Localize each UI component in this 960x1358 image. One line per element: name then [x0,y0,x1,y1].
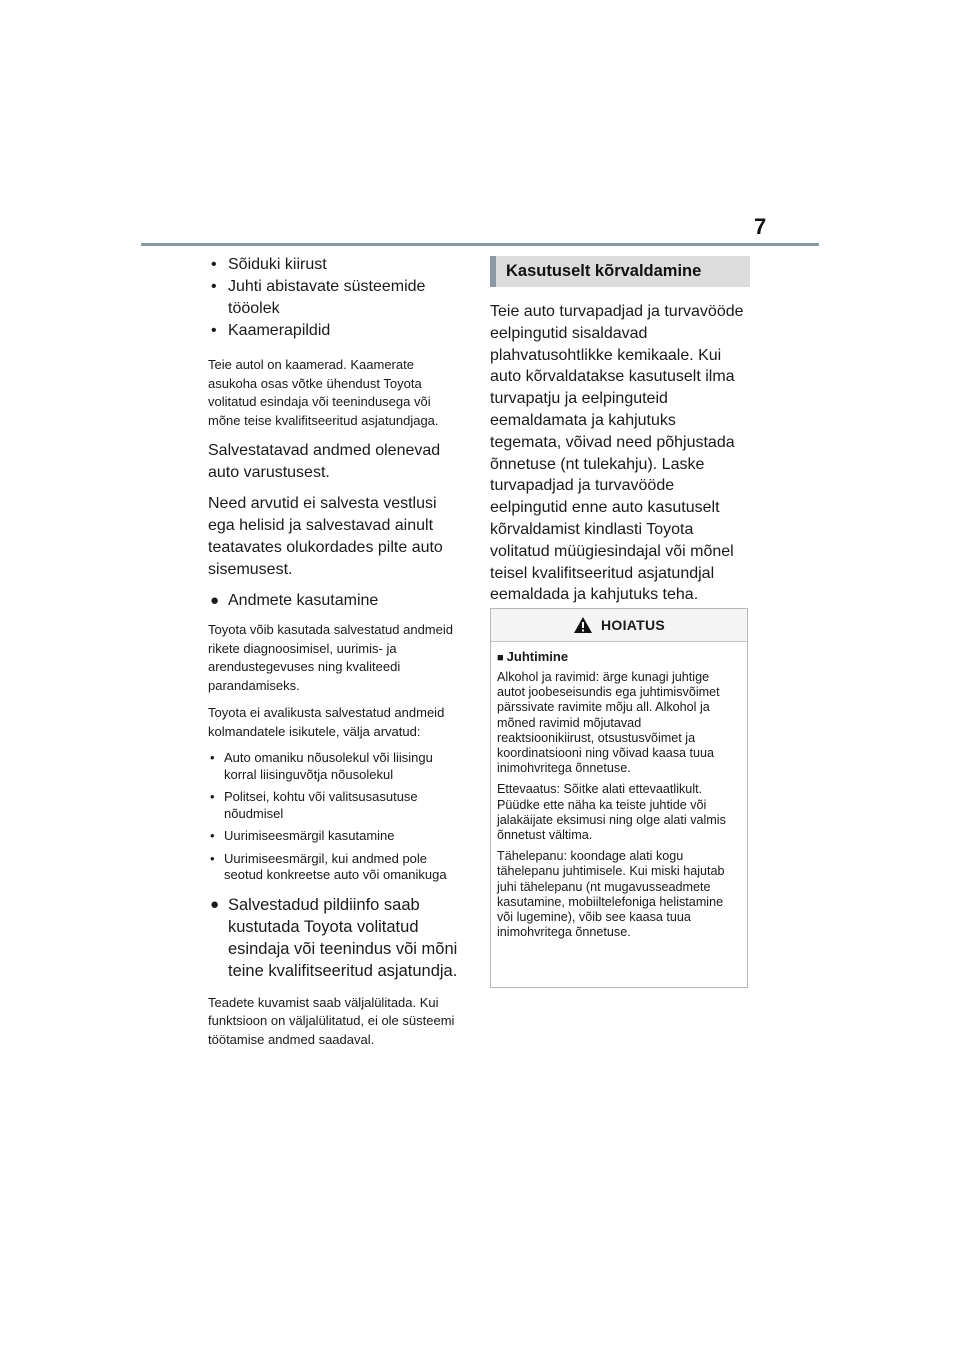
warning-content [491,642,747,940]
delete-heading [208,894,464,982]
stored-data-note: Salvestatavad andmed olenevad auto varustusest. [208,442,441,481]
disable-note: Teadete kuvamist saab väljalülitada. Kui funktsioon on väljalülitatud, ei ole süsteemi töötamise andmed saadaval. [208,994,455,1047]
warning-triangle-icon [573,616,593,634]
list-item: • Uurimiseesmärgil, kui andmed pole seotud konkreetse auto või omanikuga [208,851,464,884]
data-usage-text: Toyota võib kasutada salvestatud andmeid rikete diagnoosimisel, uurimis- ja arendustegevuses ning kvaliteedi parandamiseks. [208,622,453,693]
warning-subheading-text: Juhtimine [506,649,569,664]
list-item: • Politsei, kohtu või valitsusasutuse nõudmisel [208,789,464,822]
warning-title: HOIATUS [600,617,666,633]
warning-paragraph: Ettevaatus: Sõitke alati ettevaatlikult. Püüdke ette näha ka teiste juhtide või jalakäijate eksimusi ning olge alati valmis õnnetust vältima. [497,782,726,843]
list-item: • Auto omaniku nõusolekul või liisingu korral liisinguvõtja nõusolekul [208,750,464,783]
bullet-dot-icon: ● [210,592,220,609]
list-item: • Uurimiseesmärgil kasutamine [208,828,464,845]
warning-paragraph: Tähelepanu: koondage alati kogu tähelepanu juhtimisele. Kui miski hajutab juhi tähelepanu (nt mugavusseadmete kasutamine, mobiiltelefoniga helistamine või lugemine), võib see kaasa tuua inimohvritega õnnetuse. [497,849,725,940]
data-usage-heading [208,590,464,612]
section-title: Kasutuselt kõrvaldamine [490,256,750,287]
right-column [490,256,750,606]
warning-header [491,609,747,642]
delete-heading-text: Salvestadud pildiinfo saab kustutada Toyota volitatud esindaja või teenindus või mõni teine kvalifitseeritud asjatundja. [228,895,458,980]
header-rule [141,243,819,246]
left-column [208,254,464,1049]
section-text: Teie auto turvapadjad ja turvavööde eelpingutid sisaldavad plahvatusohtlikke kemikaale. Kui auto kõrvaldatakse kasutuselt ilma turvapatju ja eelpinguteid eemaldamata ja kahjutuks tegemata, võivad need põhjustada õnnetuse (nt tulekahju). Laske turvapadjad ja turvavööde eelpingutid enne auto kasutuselt kõrvaldamist kindlasti Toyota volitatud müügiesindajal või mõnel teisel kvalifitseeritud asjatundjal eemaldada ja kahjutuks teha. [490,303,744,604]
list-item: • Kaamerapildid [208,320,464,342]
page-number: 7 [754,214,767,239]
top-bullet-list [208,254,464,342]
warning-paragraph: Alkohol ja ravimid: ärge kunagi juhtige autot joobeseisundis ega juhtimisvõimet pärssivate ravimite mõju all. Alkohol ja mõned ravimid mõjutavad reaktsioonikiirust, otsustusvõimet ja koordinatsiooni ning võivad kaasa tuua inimohvritega õnnetuse. [497,670,720,776]
camera-note: Teie autol on kaamerad. Kaamerate asukoha osas võtke ühendust Toyota volitatud esindaja või teenindusega või mõne teise kvalifitseeritud asjatundjaga. [208,357,439,428]
list-item: • Juhti abistavate süsteemide tööolek [208,276,464,320]
square-bullet-icon: ■ [497,652,504,664]
warning-box [490,608,748,988]
list-item: • Sõiduki kiirust [208,254,464,276]
data-usage-heading-text: Andmete kasutamine [228,592,379,609]
no-recording-note: Need arvutid ei salvesta vestlusi ega helisid ja salvestavad ainult teatavates olukordades pilte auto sisemusest. [208,495,443,578]
warning-subheading [497,648,740,667]
exceptions-list [208,750,464,884]
bullet-dot-icon: ● [210,895,220,913]
disclosure-text: Toyota ei avalikusta salvestatud andmeid kolmandatele isikutele, välja arvatud: [208,705,445,739]
